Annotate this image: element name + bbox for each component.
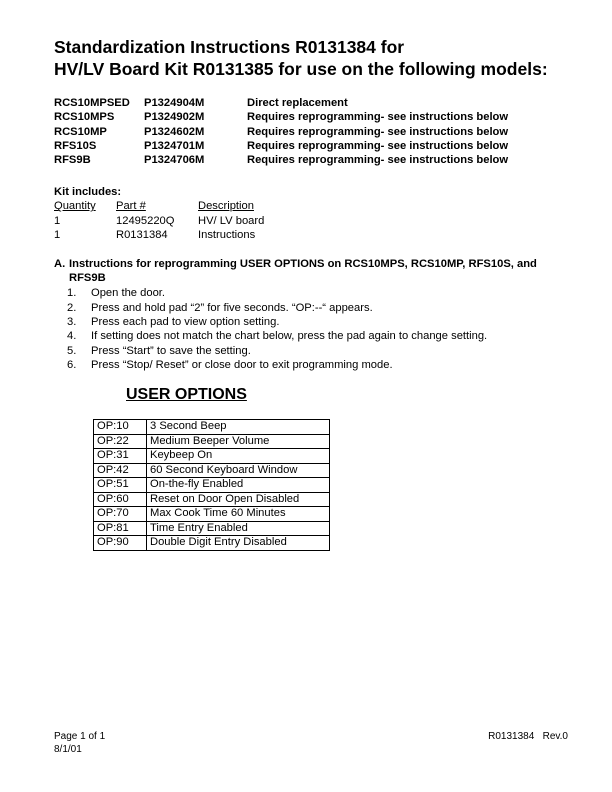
kit-quantity: 1: [54, 214, 61, 227]
user-option-code: OP:42: [94, 463, 147, 478]
model-note: Requires reprogramming- see instructions below: [247, 154, 509, 167]
document-page: [54, 36, 574, 551]
model-note: Requires reprogramming- see instructions below: [247, 125, 509, 138]
user-option-description: Max Cook Time 60 Minutes: [147, 507, 330, 522]
user-option-row: [94, 463, 330, 478]
step-number: 5.: [67, 344, 77, 357]
footer-doc-ref: R0131384 Rev.0: [488, 731, 568, 742]
step-item: [54, 286, 574, 300]
user-option-row: [94, 420, 330, 435]
model-part-number: P1324602M: [144, 125, 205, 138]
step-item: [54, 329, 574, 343]
user-options-table: [93, 419, 330, 551]
kit-row: [54, 214, 574, 228]
footer-date: 8/1/01: [54, 743, 82, 755]
footer-page-number: Page 1 of 1: [54, 731, 106, 742]
kit-table: [54, 199, 574, 242]
user-option-row: [94, 434, 330, 449]
user-option-code: OP:10: [94, 420, 147, 435]
user-option-description: 60 Second Keyboard Window: [147, 463, 330, 478]
model-name: RFS10S: [54, 139, 97, 152]
step-number: 4.: [67, 330, 77, 343]
title-line-2: HV/LV Board Kit R0131385 for use on the following models:: [54, 59, 548, 79]
kit-description: HV/ LV board: [198, 214, 265, 227]
step-item: [54, 344, 574, 358]
user-option-row: [94, 449, 330, 464]
model-part-number: P1324904M: [144, 97, 205, 109]
step-item: [54, 358, 574, 372]
model-row: [54, 153, 574, 167]
user-option-code: OP:22: [94, 434, 147, 449]
user-option-code: OP:90: [94, 536, 147, 551]
page-footer: [54, 731, 568, 756]
step-number: 3.: [67, 315, 77, 328]
models-list: [54, 96, 574, 167]
step-number-cell: [54, 329, 91, 343]
model-part-number: P1324902M: [144, 111, 205, 124]
kit-part-number: 12495220Q: [116, 214, 175, 227]
step-item: [54, 315, 574, 329]
step-number: 2.: [67, 301, 77, 314]
kit-header-part: Part #: [116, 200, 146, 213]
model-name: RCS10MPSED: [54, 97, 130, 109]
kit-header-description: Description: [198, 200, 254, 213]
model-name: RFS9B: [54, 154, 91, 167]
step-number: 1.: [67, 287, 77, 300]
user-option-row: [94, 478, 330, 493]
model-part-number: P1324701M: [144, 139, 205, 152]
model-note: Direct replacement: [247, 97, 348, 109]
user-option-description: Medium Beeper Volume: [147, 434, 330, 449]
step-text: Open the door.: [91, 287, 166, 300]
section-a-heading: [54, 257, 574, 285]
model-row: [54, 96, 574, 110]
step-number-cell: [54, 344, 91, 358]
step-number-cell: [54, 301, 91, 315]
step-text: Press “Stop/ Reset” or close door to exit programming mode.: [91, 358, 393, 371]
steps-list: [54, 286, 574, 372]
kit-heading: Kit includes:: [54, 186, 122, 199]
user-option-row: [94, 507, 330, 522]
step-number-cell: [54, 315, 91, 329]
model-name: RCS10MPS: [54, 111, 115, 124]
step-number-cell: [54, 358, 91, 372]
step-text: Press “Start” to save the setting.: [91, 344, 251, 357]
user-option-description: Double Digit Entry Disabled: [147, 536, 330, 551]
kit-header-row: [54, 199, 574, 213]
user-option-code: OP:51: [94, 478, 147, 493]
user-option-description: Time Entry Enabled: [147, 521, 330, 536]
model-row: [54, 125, 574, 139]
step-text: Press each pad to view option setting.: [91, 315, 280, 328]
user-option-code: OP:81: [94, 521, 147, 536]
document-title: [54, 36, 574, 80]
user-option-row: [94, 536, 330, 551]
title-line-1: Standardization Instructions R0131384 for: [54, 37, 405, 57]
user-option-description: 3 Second Beep: [147, 420, 330, 435]
kit-part-number: R0131384: [116, 229, 168, 242]
kit-row: [54, 228, 574, 242]
user-option-code: OP:31: [94, 449, 147, 464]
model-note: Requires reprogramming- see instructions below: [247, 139, 509, 152]
step-number-cell: [54, 286, 91, 300]
kit-header-quantity: Quantity: [54, 200, 96, 213]
user-option-code: OP:60: [94, 492, 147, 507]
user-options-title: USER OPTIONS: [126, 386, 247, 404]
model-name: RCS10MP: [54, 125, 107, 138]
model-note: Requires reprogramming- see instructions below: [247, 111, 509, 124]
user-option-description: Keybeep On: [147, 449, 330, 464]
user-option-description: On-the-fly Enabled: [147, 478, 330, 493]
model-row: [54, 110, 574, 124]
section-letter: A.: [54, 258, 66, 271]
step-text: Press and hold pad “2” for five seconds. “OP:--“ appears.: [91, 301, 373, 314]
step-number: 6.: [67, 358, 77, 371]
model-part-number: P1324706M: [144, 154, 205, 167]
user-option-code: OP:70: [94, 507, 147, 522]
user-option-description: Reset on Door Open Disabled: [147, 492, 330, 507]
kit-description: Instructions: [198, 229, 256, 242]
user-option-row: [94, 521, 330, 536]
step-item: [54, 301, 574, 315]
kit-quantity: 1: [54, 229, 61, 242]
model-row: [54, 139, 574, 153]
section-title: Instructions for reprogramming USER OPTIONS on RCS10MPS, RCS10MP, RFS10S, and RFS9B: [69, 258, 537, 285]
user-option-row: [94, 492, 330, 507]
step-text: If setting does not match the chart below, press the pad again to change setting.: [91, 330, 488, 343]
